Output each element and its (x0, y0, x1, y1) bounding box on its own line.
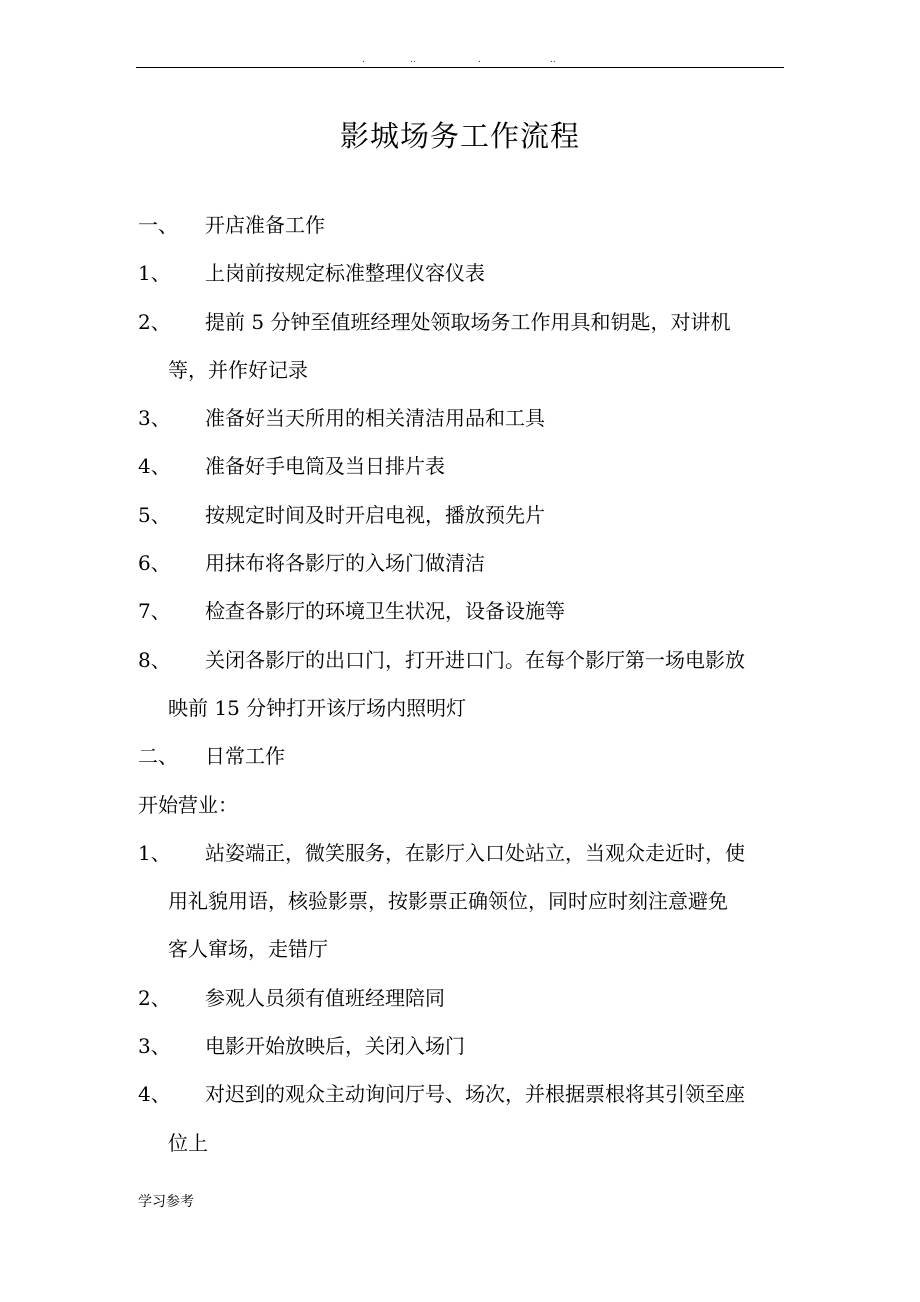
list-number: 8、 (138, 647, 171, 672)
header-mark: .. (550, 55, 556, 65)
page-footer: 学习参考 (138, 1194, 194, 1210)
list-number: 2、 (138, 309, 171, 334)
text-line (138, 302, 798, 350)
list-item-text: 开店准备工作 (205, 213, 325, 237)
header-rule (136, 67, 784, 68)
text-line (138, 833, 798, 881)
list-item-text: 日常工作 (205, 744, 285, 769)
text-line (138, 398, 798, 446)
text-line (138, 446, 798, 494)
list-number: 4、 (138, 454, 171, 479)
list-number: 3、 (138, 1034, 171, 1059)
list-item-text: 用抹布将各影厅的入场门做清洁 (205, 551, 485, 576)
list-item-text: 提前 5 分钟至值班经理处领取场务工作用具和钥匙，对讲机 (205, 309, 731, 334)
list-item-text: 按规定时间及时开启电视，播放预先片 (205, 502, 545, 527)
list-item-continuation: 位上 (168, 1130, 208, 1155)
text-line (138, 1074, 798, 1122)
list-number: 1、 (138, 261, 171, 286)
list-number: 7、 (138, 599, 171, 624)
list-item-continuation: 等，并作好记录 (168, 357, 308, 382)
list-item-text: 站姿端正，微笑服务，在影厅入口处站立，当观众走近时，使 (205, 840, 745, 865)
list-item-continuation: 映前 15 分钟打开该厅场内照明灯 (168, 695, 467, 720)
text-line (138, 495, 798, 543)
header-mark: . (362, 55, 365, 65)
text-line (138, 591, 798, 639)
text-line (138, 350, 798, 398)
list-number: 1、 (138, 840, 171, 865)
list-number: 4、 (138, 1082, 171, 1107)
list-item-text: 关闭各影厅的出口门，打开进口门。在每个影厅第一场电影放 (205, 647, 745, 672)
document-title: 影城场务工作流程 (339, 119, 580, 153)
text-line (138, 881, 798, 929)
list-item-text: 准备好当天所用的相关清洁用品和工具 (205, 406, 545, 431)
text-line (138, 1123, 798, 1171)
list-number: 5、 (138, 502, 171, 527)
text-line (138, 688, 798, 736)
list-number: 6、 (138, 551, 171, 576)
list-item-text: 上岗前按规定标准整理仪容仪表 (205, 261, 485, 286)
page-header-marks (136, 54, 784, 66)
text-line (138, 929, 798, 977)
header-mark: . (478, 55, 481, 65)
document-body (138, 205, 798, 1171)
list-item-continuation: 客人窜场，走错厅 (168, 937, 328, 962)
list-item-text: 参观人员须有值班经理陪同 (205, 985, 445, 1010)
list-number: 一、 (138, 213, 178, 237)
list-item-text: 检查各影厅的环境卫生状况，设备设施等 (205, 599, 565, 624)
list-item-continuation: 用礼貌用语，核验影票，按影票正确领位，同时应时刻注意避免 (168, 889, 728, 914)
list-item-text: 电影开始放映后，关闭入场门 (205, 1034, 465, 1059)
list-number: 3、 (138, 406, 171, 431)
list-item-text: 准备好手电筒及当日排片表 (205, 454, 445, 479)
text-line (138, 736, 798, 784)
header-mark: .. (410, 55, 416, 65)
paragraph-label: 开始营业： (138, 792, 238, 817)
text-line (138, 785, 798, 833)
list-number: 二、 (138, 744, 178, 769)
text-line (138, 1026, 798, 1074)
text-line (138, 253, 798, 301)
text-line (138, 543, 798, 591)
list-item-text: 对迟到的观众主动询问厅号、场次，并根据票根将其引领至座 (205, 1082, 745, 1107)
text-line (138, 640, 798, 688)
text-line (138, 978, 798, 1026)
list-number: 2、 (138, 985, 171, 1010)
text-line (138, 205, 798, 253)
